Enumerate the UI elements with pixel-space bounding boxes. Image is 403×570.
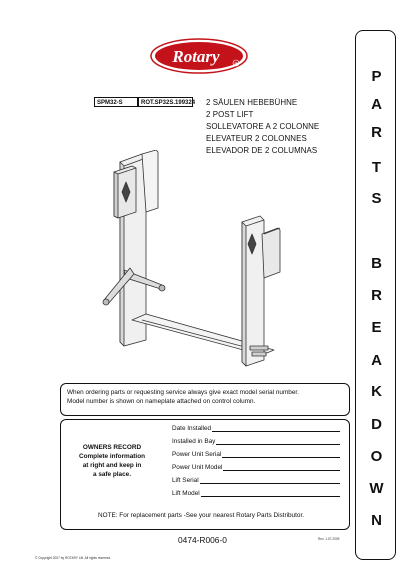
record-field-label: Date Installed xyxy=(172,425,212,432)
model-number: SPM32-S xyxy=(94,97,138,107)
side-letter: O xyxy=(370,448,383,465)
title-french: ELEVATEUR 2 COLONNES xyxy=(206,133,307,143)
owners-record-title: OWNERS RECORD xyxy=(82,444,142,451)
side-letter: T xyxy=(371,159,382,176)
replacement-parts-note: NOTE: For replacement parts -See your nearest Rotary Parts Distributor. xyxy=(98,512,304,519)
title-italian: SOLLEVATORE A 2 COLONNE xyxy=(206,121,320,131)
ordering-note-line: Model number is shown on nameplate attached on control column. xyxy=(67,397,256,405)
rotary-logo xyxy=(150,38,248,74)
side-letter: N xyxy=(371,512,382,529)
owners-record-instruction: Complete information xyxy=(78,453,146,460)
record-field-label: Power Unit Serial xyxy=(172,451,222,458)
record-field-label: Power Unit Model xyxy=(172,464,223,471)
record-field-installed-in-bay[interactable] xyxy=(172,436,340,447)
copyright-text: © Copyright 2007 by ROTARY Lift. All rights reserved. xyxy=(35,556,112,560)
ordering-note-line: When ordering parts or requesting service always give exact model serial number. xyxy=(67,389,299,396)
document-number: 0474-R006-0 xyxy=(178,535,227,545)
side-letter: D xyxy=(371,416,382,433)
record-field-lift-model[interactable] xyxy=(172,488,340,499)
side-letter: A xyxy=(371,352,382,369)
owners-record-instruction: a safe place. xyxy=(92,471,131,478)
record-field-label: Lift Serial xyxy=(172,477,199,484)
side-letter: W xyxy=(369,480,384,497)
record-field-power-unit-model[interactable] xyxy=(172,462,340,473)
ordering-note-box xyxy=(60,383,350,416)
side-letter: A xyxy=(371,96,382,113)
two-post-lift-illustration xyxy=(102,150,317,370)
title-english: 2 POST LIFT xyxy=(206,109,254,119)
parts-breakdown-side-panel xyxy=(355,30,396,560)
record-field-label: Lift Model xyxy=(172,490,200,497)
side-letter: K xyxy=(371,383,382,400)
logo-text: Rotary xyxy=(172,47,220,66)
record-field-power-unit-serial[interactable] xyxy=(172,449,340,460)
side-letter: B xyxy=(371,255,382,272)
side-letter: S xyxy=(371,190,382,207)
record-field-label: Installed in Bay xyxy=(172,438,216,445)
owners-record-heading xyxy=(76,443,148,479)
part-reference-number: ROT.SP32S.199324 xyxy=(138,97,193,107)
revision-text: Rev. 1.07.2009 xyxy=(318,537,340,541)
record-field-lift-serial[interactable] xyxy=(172,475,340,486)
owners-record-instruction: at right and keep in xyxy=(82,462,142,469)
side-letter: R xyxy=(371,124,382,141)
title-german: 2 SÄULEN HEBEBÜHNE xyxy=(206,97,298,107)
title-spanish: ELEVADOR DE 2 COLUMNAS xyxy=(206,145,318,155)
side-letter: R xyxy=(371,287,382,304)
svg-text:R: R xyxy=(234,60,238,66)
side-letter: E xyxy=(371,319,382,336)
record-field-date-installed[interactable] xyxy=(172,423,340,434)
side-letter: P xyxy=(371,68,382,85)
